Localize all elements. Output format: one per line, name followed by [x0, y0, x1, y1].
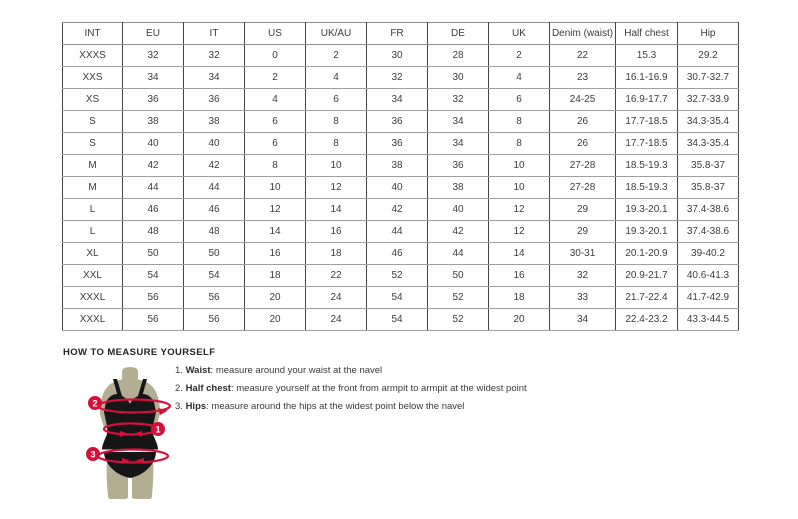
table-cell: 37.4-38.6: [678, 199, 739, 221]
column-header: Half chest: [616, 23, 678, 45]
table-cell: 50: [428, 265, 489, 287]
table-cell: 6: [489, 89, 550, 111]
step-label: Waist: [185, 365, 211, 376]
table-cell: 18: [245, 265, 306, 287]
column-header: DE: [428, 23, 489, 45]
table-row: [63, 67, 739, 89]
table-cell: 0: [245, 45, 306, 67]
table-cell: 14: [306, 199, 367, 221]
table-cell: 42: [184, 155, 245, 177]
table-cell: 35.8-37: [678, 177, 739, 199]
size-chart-body: [63, 45, 739, 331]
table-cell: L: [63, 221, 123, 243]
column-header: Hip: [678, 23, 739, 45]
table-cell: 10: [489, 177, 550, 199]
step-label: Hips: [185, 401, 207, 412]
table-cell: 20.9-21.7: [616, 265, 678, 287]
table-cell: 4: [245, 89, 306, 111]
measure-step: [175, 366, 595, 376]
column-header: UK/AU: [306, 23, 367, 45]
table-cell: 22: [306, 265, 367, 287]
table-cell: 52: [367, 265, 428, 287]
table-cell: XXS: [63, 67, 123, 89]
table-cell: 33: [550, 287, 616, 309]
table-cell: XXXL: [63, 309, 123, 331]
measure-section-heading: HOW TO MEASURE YOURSELF: [63, 347, 216, 358]
table-cell: 34: [550, 309, 616, 331]
table-cell: 10: [245, 177, 306, 199]
table-cell: 42: [367, 199, 428, 221]
table-cell: 24: [306, 287, 367, 309]
table-cell: 18: [489, 287, 550, 309]
table-cell: 16: [306, 221, 367, 243]
table-cell: 16: [489, 265, 550, 287]
table-cell: 44: [428, 243, 489, 265]
table-row: [63, 243, 739, 265]
table-cell: 50: [184, 243, 245, 265]
table-cell: 24: [306, 309, 367, 331]
table-row: [63, 199, 739, 221]
table-cell: 29.2: [678, 45, 739, 67]
table-cell: 8: [306, 111, 367, 133]
table-cell: 29: [550, 199, 616, 221]
table-cell: 34.3-35.4: [678, 133, 739, 155]
table-cell: 16: [245, 243, 306, 265]
table-cell: 42: [428, 221, 489, 243]
table-cell: 50: [123, 243, 184, 265]
table-cell: 27-28: [550, 155, 616, 177]
table-cell: 39-40.2: [678, 243, 739, 265]
table-row: [63, 221, 739, 243]
table-cell: 16.1-16.9: [616, 67, 678, 89]
table-cell: 40: [184, 133, 245, 155]
table-cell: 15.3: [616, 45, 678, 67]
table-cell: 54: [367, 309, 428, 331]
mannequin-illustration: [70, 366, 190, 502]
table-cell: 42: [123, 155, 184, 177]
step-text: : measure yourself at the front from armpit to armpit at the widest point: [230, 383, 527, 394]
table-cell: 48: [184, 221, 245, 243]
table-cell: 38: [367, 155, 428, 177]
table-cell: 52: [428, 287, 489, 309]
table-row: [63, 287, 739, 309]
table-cell: 12: [489, 199, 550, 221]
table-cell: 22: [550, 45, 616, 67]
table-cell: 22.4-23.2: [616, 309, 678, 331]
table-cell: 34: [123, 67, 184, 89]
table-cell: 34: [184, 67, 245, 89]
table-cell: 38: [428, 177, 489, 199]
header-row: [63, 23, 739, 45]
table-cell: 40: [428, 199, 489, 221]
table-cell: 56: [184, 309, 245, 331]
table-cell: XL: [63, 243, 123, 265]
table-row: [63, 133, 739, 155]
table-cell: 18.5-19.3: [616, 155, 678, 177]
table-cell: 32: [367, 67, 428, 89]
table-cell: 17.7-18.5: [616, 133, 678, 155]
table-cell: 46: [184, 199, 245, 221]
table-cell: 46: [367, 243, 428, 265]
table-cell: 4: [489, 67, 550, 89]
table-cell: 56: [184, 287, 245, 309]
table-cell: 23: [550, 67, 616, 89]
table-cell: 29: [550, 221, 616, 243]
table-cell: 48: [123, 221, 184, 243]
table-cell: S: [63, 133, 123, 155]
table-cell: 18: [306, 243, 367, 265]
table-cell: 16.9-17.7: [616, 89, 678, 111]
table-cell: 21.7-22.4: [616, 287, 678, 309]
table-row: [63, 155, 739, 177]
table-cell: 8: [489, 111, 550, 133]
svg-text:1: 1: [155, 424, 161, 435]
table-cell: 44: [123, 177, 184, 199]
table-cell: L: [63, 199, 123, 221]
table-row: [63, 309, 739, 331]
table-cell: S: [63, 111, 123, 133]
table-cell: 36: [367, 111, 428, 133]
table-cell: 8: [489, 133, 550, 155]
table-cell: 10: [306, 155, 367, 177]
table-cell: XXL: [63, 265, 123, 287]
table-cell: 4: [306, 67, 367, 89]
table-cell: 19.3-20.1: [616, 221, 678, 243]
table-cell: 18.5-19.3: [616, 177, 678, 199]
column-header: US: [245, 23, 306, 45]
table-row: [63, 111, 739, 133]
table-cell: 27-28: [550, 177, 616, 199]
table-cell: 12: [306, 177, 367, 199]
size-chart-table: [62, 22, 739, 331]
step-text: : measure around your waist at the navel: [210, 365, 383, 376]
measure-step: [175, 384, 595, 394]
column-header: INT: [63, 23, 123, 45]
table-cell: 56: [123, 287, 184, 309]
table-cell: XXXS: [63, 45, 123, 67]
measurement-figure: [70, 366, 190, 502]
table-cell: 46: [123, 199, 184, 221]
column-header: IT: [184, 23, 245, 45]
svg-text:3: 3: [90, 449, 96, 460]
svg-text:2: 2: [92, 398, 98, 409]
step-text: : measure around the hips at the widest point below the navel: [206, 401, 465, 412]
table-cell: 36: [123, 89, 184, 111]
table-cell: 24-25: [550, 89, 616, 111]
table-cell: 44: [367, 221, 428, 243]
table-cell: 32.7-33.9: [678, 89, 739, 111]
step-number: 1.: [175, 365, 186, 376]
table-cell: 6: [245, 111, 306, 133]
table-cell: 14: [489, 243, 550, 265]
table-cell: 26: [550, 133, 616, 155]
table-cell: 41.7-42.9: [678, 287, 739, 309]
table-cell: 26: [550, 111, 616, 133]
table-cell: 32: [428, 89, 489, 111]
table-cell: 34: [428, 133, 489, 155]
table-cell: 12: [489, 221, 550, 243]
table-cell: 30.7-32.7: [678, 67, 739, 89]
table-cell: 36: [428, 155, 489, 177]
table-cell: M: [63, 155, 123, 177]
table-cell: 40: [123, 133, 184, 155]
table-cell: 28: [428, 45, 489, 67]
table-cell: 54: [123, 265, 184, 287]
column-header: UK: [489, 23, 550, 45]
table-cell: 30-31: [550, 243, 616, 265]
table-cell: 38: [184, 111, 245, 133]
table-cell: 56: [123, 309, 184, 331]
table-cell: 44: [184, 177, 245, 199]
step-label: Half chest: [185, 383, 231, 394]
table-cell: XXXL: [63, 287, 123, 309]
table-cell: 2: [489, 45, 550, 67]
table-cell: 30: [428, 67, 489, 89]
table-cell: 20.1-20.9: [616, 243, 678, 265]
table-cell: 10: [489, 155, 550, 177]
measure-step: [175, 402, 595, 412]
table-row: [63, 89, 739, 111]
table-row: [63, 45, 739, 67]
table-cell: 20: [245, 287, 306, 309]
table-cell: 8: [306, 133, 367, 155]
badge-2-icon: [88, 396, 102, 410]
table-cell: 36: [367, 133, 428, 155]
table-cell: 20: [245, 309, 306, 331]
table-cell: 19.3-20.1: [616, 199, 678, 221]
table-cell: 6: [245, 133, 306, 155]
table-cell: 2: [306, 45, 367, 67]
table-cell: 40.6-41.3: [678, 265, 739, 287]
table-cell: 17.7-18.5: [616, 111, 678, 133]
table-cell: 20: [489, 309, 550, 331]
table-cell: 34.3-35.4: [678, 111, 739, 133]
table-cell: 2: [245, 67, 306, 89]
step-number: 2.: [175, 383, 186, 394]
badge-3-icon: [86, 447, 100, 461]
table-cell: M: [63, 177, 123, 199]
column-header: EU: [123, 23, 184, 45]
column-header: Denim (waist): [550, 23, 616, 45]
table-cell: XS: [63, 89, 123, 111]
measure-steps-list: [175, 366, 595, 420]
table-cell: 35.8-37: [678, 155, 739, 177]
table-cell: 36: [184, 89, 245, 111]
table-row: [63, 265, 739, 287]
table-cell: 12: [245, 199, 306, 221]
table-cell: 54: [367, 287, 428, 309]
table-cell: 32: [123, 45, 184, 67]
table-cell: 6: [306, 89, 367, 111]
badge-1-icon: [151, 422, 165, 436]
table-cell: 40: [367, 177, 428, 199]
table-cell: 30: [367, 45, 428, 67]
table-cell: 43.3-44.5: [678, 309, 739, 331]
table-cell: 38: [123, 111, 184, 133]
table-cell: 34: [367, 89, 428, 111]
table-cell: 14: [245, 221, 306, 243]
step-number: 3.: [175, 401, 186, 412]
table-cell: 54: [184, 265, 245, 287]
column-header: FR: [367, 23, 428, 45]
table-cell: 52: [428, 309, 489, 331]
table-cell: 37.4-38.6: [678, 221, 739, 243]
table-row: [63, 177, 739, 199]
table-cell: 34: [428, 111, 489, 133]
table-cell: 32: [550, 265, 616, 287]
table-cell: 32: [184, 45, 245, 67]
table-cell: 8: [245, 155, 306, 177]
